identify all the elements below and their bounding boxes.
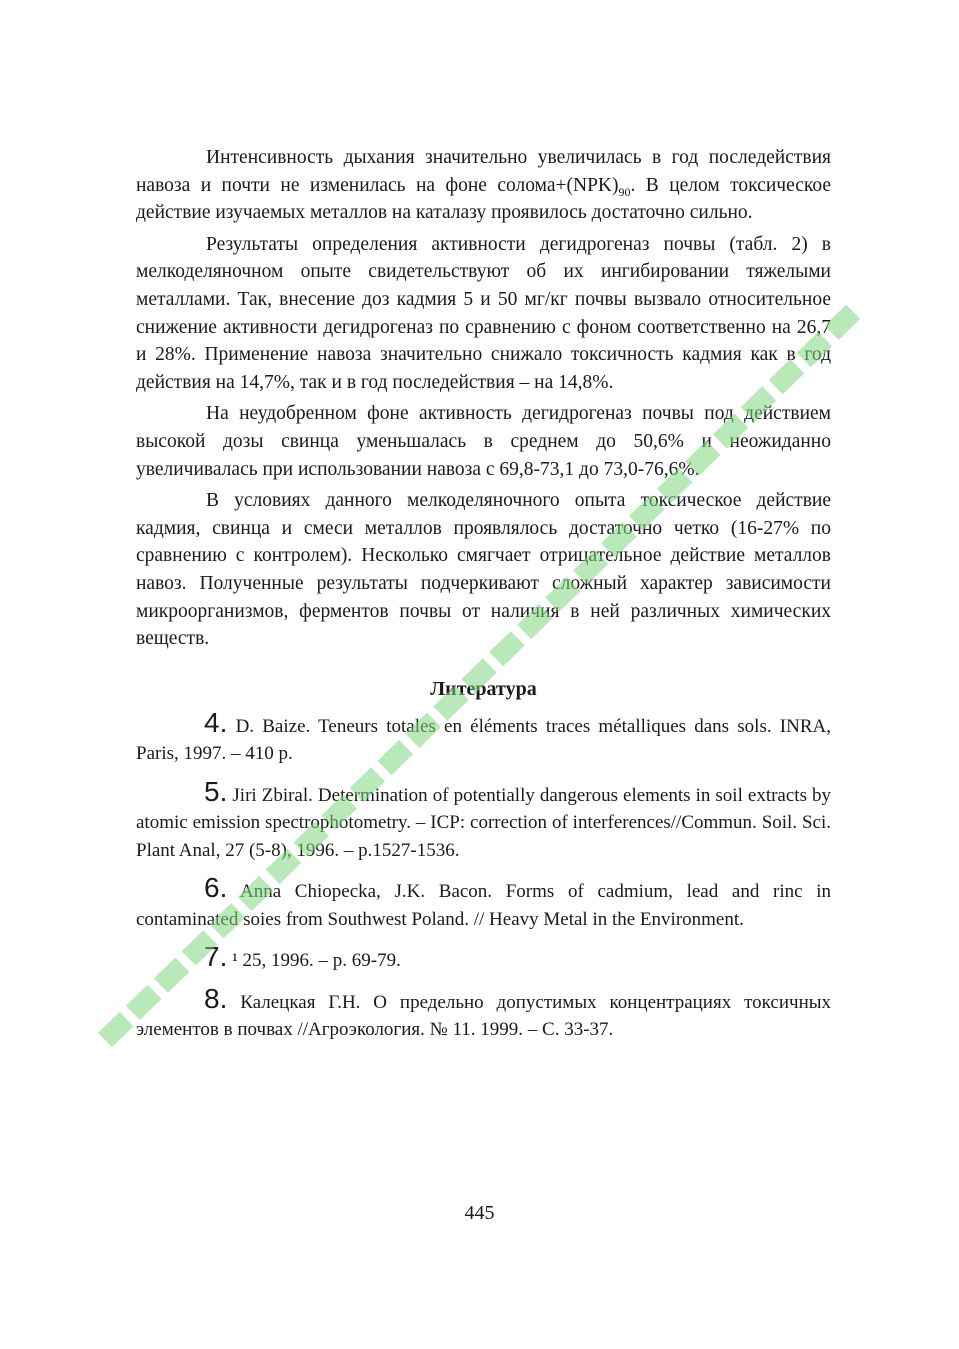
reference-text: ¹ 25, 1996. – p. 69-79. [232, 950, 401, 972]
reference-number: 8. [204, 982, 228, 1014]
reference-number: 4. [204, 706, 228, 738]
reference-text: Anna Chiopecka, J.K. Bacon. Forms of cadmium, lead and rinc in contaminated soies from Southwest Poland. // Heavy Metal in the Environment. [136, 881, 831, 930]
reference-text: D. Baize. Teneurs totales en éléments traces métalliques dans sols. INRA, Paris, 1997. – 410 p. [136, 715, 832, 765]
reference-text: Калецкая Г.Н. О предельно допустимых концентрациях токсичных элементов в почвах //Агроэкология. № 11. 1999. – С. 33-37. [136, 991, 831, 1041]
literature-heading: Литература [430, 677, 537, 700]
reference-text: Jiri Zbiral. Determination of potentially dangerous elements in soil extracts by atomic emission spectrophotometry. – ICP: correction of interferences//Commun. Soil. Sci. Plant Anal, 27 (5-8), 1996. – p.1527-1536. [136, 784, 831, 861]
reference-item [136, 706, 832, 768]
paragraph-2: Результаты определения активности дегидрогеназ почвы (табл. 2) в мелкоделяночном опыте свидетельствуют об их ингибировании тяжелыми металлами. Так, внесение доз кадмия 5 и 50 мг/кг почвы вызвало относительное снижение активности дегидрогеназ по сравнению с фоном соответственно на 26,7 и 28%. Применение навоза значительно снижало токсичность кадмия как в год действия на 14,7%, так и в год последействия – на 14,8%. [136, 233, 831, 393]
subscript-90: 90 [618, 184, 631, 199]
paragraph-3: На неудобренном фоне активность дегидрогеназ почвы под действием высокой дозы свинца уменьшалась в среднем до 50,6% и неожиданно увеличивалась при использовании навоза с 69,8-73,1 до 73,0-76,6%. [136, 403, 831, 480]
paragraph-4: В условиях данного мелкоделяночного опыта токсическое действие кадмия, свинца и смеси металлов проявлялось достаточно четко (16-27% по сравнению с контролем). Несколько смягчает отрицательное действие металлов навоз. Полученные результаты подчеркивают сложный характер зависимости микроорганизмов, ферментов почвы от наличия в ней различных химических веществ. [136, 490, 831, 650]
reference-number: 6. [204, 872, 228, 904]
paragraph-1: Интенсивность дыхания значительно увеличилась в год последействия навоза и почти не изменилась на фоне $солома+(NPK)_{90}$. В целом токсическое действие изучаемых металлов на каталазу проявилось достаточно сильно. [136, 147, 831, 224]
page-body [136, 144, 831, 1054]
reference-number: 7. [204, 941, 228, 973]
reference-item [136, 775, 831, 865]
reference-item [136, 874, 831, 933]
reference-number: 5. [204, 775, 228, 807]
reference-item [136, 982, 831, 1044]
page-number: 445 [464, 1202, 495, 1224]
reference-item [136, 943, 831, 975]
